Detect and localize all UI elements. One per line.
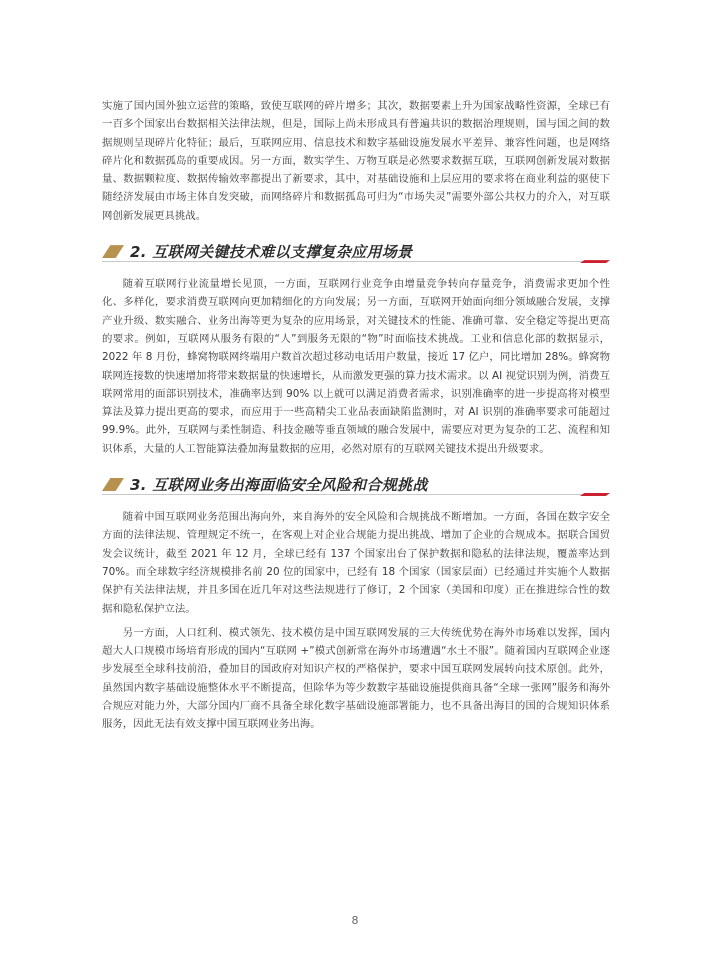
heading-accent-bar	[580, 260, 610, 263]
page-content	[102, 97, 610, 734]
section-2-title: 2. 互联网关键技术难以支撑复杂应用场景	[130, 243, 413, 262]
section-3-heading	[102, 472, 610, 498]
page-number: 8	[351, 914, 359, 927]
section-3-paragraph-1: 随着中国互联网业务范围出海向外，来自海外的安全风险和合规挑战不断增加。一方面，各国在数字安全方面的法律法规、管理规定不统一，在客观上对企业合规能力提出挑战、增加了企业的合规成本。据联合国贸发会议统计，截至 2021 年 12 月，全球已经有 137 个国家出台了保护数据和隐私的法律法规，覆盖率达到 70%。而全球数字经济规模排名前 20 位的国家中，已经有 18 个国家（国家层面）已经通过并实施个人数据保护有关法律法规，并且多国在近几年对这些法规进行了修订，2 个国家（美国和印度）正在推进综合性的数据和隐私保护立法。	[102, 511, 610, 615]
paragraph-continued: 实施了国内国外独立运营的策略，致使互联网的碎片增多；其次，数据要素上升为国家战略性资源，全球已有一百多个国家出台数据相关法律法规，但是，国际上尚未形成具有普遍共识的数据治理规则，国与国之间的数据规则呈现碎片化特征；最后，互联网应用、信息技术和数字基础设施发展水平差异、兼容性问题，也是网络碎片化和数据孤岛的重要成因。另一方面，数实学生、万物互联是必然要求数据互联，互联网创新发展对数据量、数据颗粒度、数据传输效率都提出了新要求，其中，对基础设施和上层应用的要求将在商业利益的驱使下随经济发展由市场主体自发突破，而网络碎片和数据孤岛可归为“市场失灵”需要外部公共权力的介入，对互联网创新发展更具挑战。	[102, 100, 610, 222]
heading-accent-bar	[580, 493, 610, 496]
section-2-paragraph: 随着互联网行业流量增长见顶，一方面，互联网行业竞争由增量竞争转向存量竞争，消费需求更加个性化、多样化，要求消费互联网向更加精细化的方向发展；另一方面，互联网开始面向细分领域融合发展，支撑产业升级、数实融合、业务出海等更为复杂的应用场景，对关键技术的性能、准确可靠、安全稳定等提出更高的要求。例如，互联网从服务有限的“人”到服务无限的“物”时面临技术挑战。工业和信息化部的数据显示，2022 年 8 月份，蜂窝物联网终端用户数首次超过移动电话用户数量，接近 17 亿户，同比增加 28%。蜂窝物联网连接数的快速增加将带来数据量的快速增长，从而激发更强的算力技术需求。以 AI 视觉识别为例，消费互联网常用的面部识别技术，准确率达到 90% 以上就可以满足消费者需求，识别准确率的进一步提高将对模型算法及算力提出更高的要求，而应用于一些高精尖工业品表面缺陷监测时，对 AI 识别的准确率要求可能超过 99.9%。此外，互联网与柔性制造、科技金融等垂直领域的融合发展中，需要应对更为复杂的工艺、流程和知识体系，大量的人工智能算法叠加海量数据的应用，必然对原有的互联网关键技术提出升级要求。	[102, 278, 610, 455]
section-marker-icon	[102, 478, 124, 491]
section-2-heading	[102, 239, 610, 265]
section-marker-icon	[102, 245, 124, 258]
heading-underline	[102, 494, 586, 495]
section-3-paragraph-2: 另一方面，人口红利、模式领先、技术模仿是中国互联网发展的三大传统优势在海外市场难以发挥，国内超大人口规模市场培育形成的国内“互联网 +”模式创新常在海外市场遭遇“水土不服”。随着国内互联网企业逐步发展至全球科技前沿，叠加目的国政府对知识产权的严格保护，要求中国互联网发展转向技术原创。此外，虽然国内数字基础设施整体水平不断提高，但除华为等少数数字基础设施提供商具备“全球一张网”服务和海外合规应对能力外，大部分国内厂商不具备全球化数字基础设施部署能力，也不具备出海目的国的合规知识体系服务，因此无法有效支撑中国互联网业务出海。	[102, 626, 610, 731]
section-3-title: 3. 互联网业务出海面临安全风险和合规挑战	[130, 476, 428, 495]
heading-underline	[102, 261, 586, 262]
